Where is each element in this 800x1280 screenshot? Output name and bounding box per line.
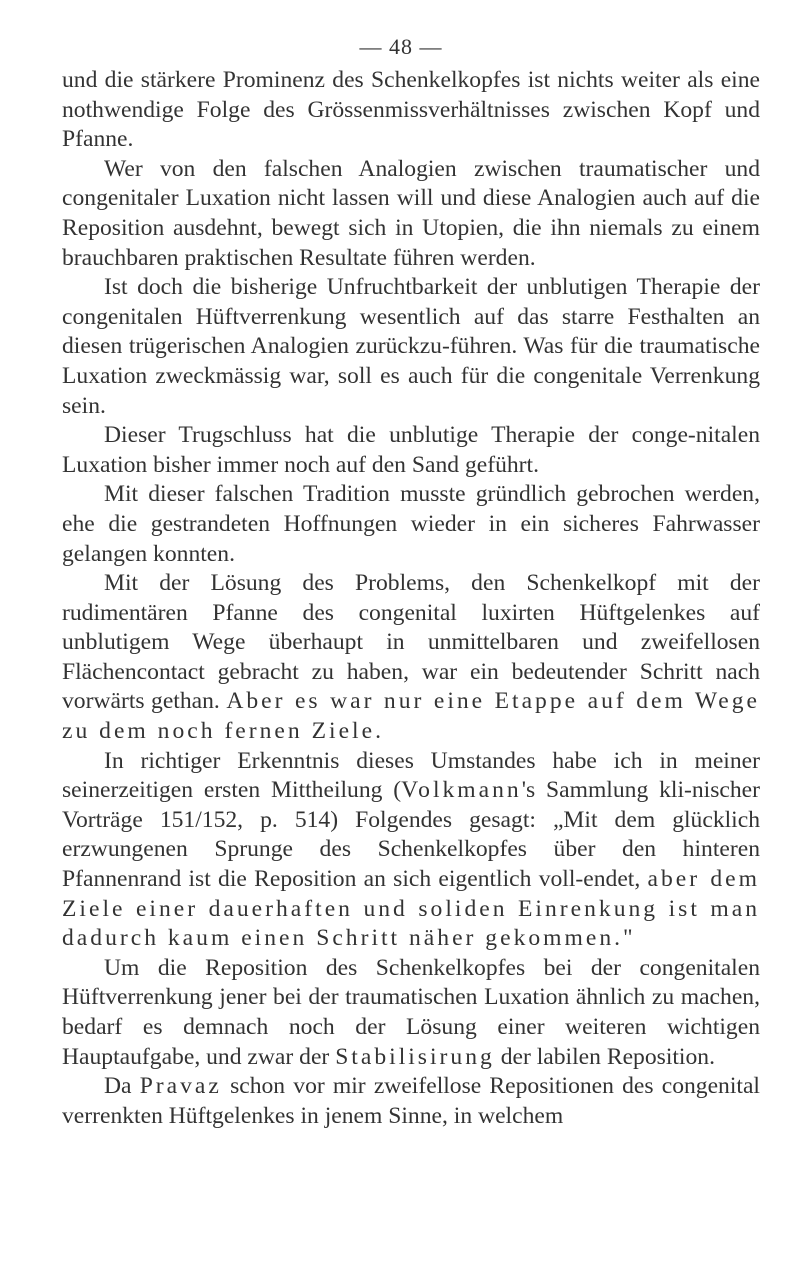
author-name-pravaz: Pravaz — [139, 1073, 222, 1100]
paragraph-9 — [62, 1072, 760, 1131]
paragraph-9-text: Da — [104, 1073, 132, 1100]
paragraph-6-text: Mit der Lösung des Problems, den Schenkelkopf mit der rudimentären Pfanne des congenital luxirten Hüftgelenkes auf unblutigem Wege überhaupt in unmittelbaren und zweifellosen Flächencontact gebracht zu haben, war ein bedeutender Schritt nach vorwärts gethan. — [62, 570, 760, 715]
page-number: — 48 — — [359, 34, 443, 59]
paragraph-7-spaced-quote: aber dem Ziele einer dauerhaften und soliden Einrenkung ist man dadurch kaum einen Schritt näher gekommen. — [62, 866, 760, 952]
paragraph-6 — [62, 569, 760, 747]
paragraph-5: Mit dieser falschen Tradition musste gründlich gebrochen werden, ehe die gestrandeten Hoffnungen wieder in ein sicheres Fahrwasser gelangen konnten. — [62, 481, 760, 567]
paragraph-8 — [62, 954, 760, 1072]
paragraph-7 — [62, 747, 760, 954]
term-stabilisirung: Stabilisirung — [335, 1043, 495, 1070]
paragraph-8-text: Um die Reposition des Schenkelkopfes bei der congenitalen Hüftverrenkung jener bei der traumatischen Luxation ähnlich zu machen, bedarf es demnach noch der Lösung einer weiteren wichtigen Hauptaufgabe, und zwar der — [62, 954, 760, 1070]
body-text — [62, 66, 760, 1131]
author-name-volkmann: Volkmann — [401, 777, 522, 804]
closing-quote: " — [623, 925, 633, 952]
paragraph-7-citation: 's Sammlung kli-nischer Vorträge 151/152, p. 514) Folgendes gesagt: „Mit dem glücklich erzwungenen Sprunge des Schenkelkopfes über den hinteren Pfannenrand ist die Reposition an sich eigentlich voll-endet, — [62, 777, 760, 893]
paragraph-9-tail: schon vor mir zweifellose Repositionen des congenital verrenkten Hüftgelenkes in jenem Sinne, in welchem — [62, 1073, 760, 1129]
paragraph-4: Dieser Trugschluss hat die unblutige Therapie der conge-nitalen Luxation bisher immer noch auf den Sand geführt. — [62, 422, 760, 478]
paragraph-8-tail: der labilen Reposition. — [500, 1043, 715, 1070]
paragraph-2: Wer von den falschen Analogien zwischen traumatischer und congenitaler Luxation nicht lassen will und diese Analogien auch auf die Reposition ausdehnt, bewegt sich in Utopien, die ihn niemals zu einem brauchbaren praktischen Resultate führen werden. — [62, 155, 760, 271]
paragraph-6-spaced-text: Aber es war nur eine Etappe auf dem Wege zu dem noch fernen Ziele. — [62, 688, 760, 745]
paragraph-1: und die stärkere Prominenz des Schenkelkopfes ist nichts weiter als eine nothwendige Folge des Grössenmissverhältnisses zwischen Kopf und Pfanne. — [62, 67, 760, 153]
paragraph-3: Ist doch die bisherige Unfruchtbarkeit der unblutigen Therapie der congenitalen Hüftverrenkung wesentlich auf das starre Festhalten an diesen trügerischen Analogien zurückzu-führen. Was für die traumatische Luxation zweckmässig war, soll es auch für die congenitale Verrenkung sein. — [62, 274, 760, 419]
paragraph-7-text: In richtiger Erkenntnis dieses Umstandes habe ich in meiner seinerzeitigen ersten Mittheilung ( — [62, 747, 760, 804]
